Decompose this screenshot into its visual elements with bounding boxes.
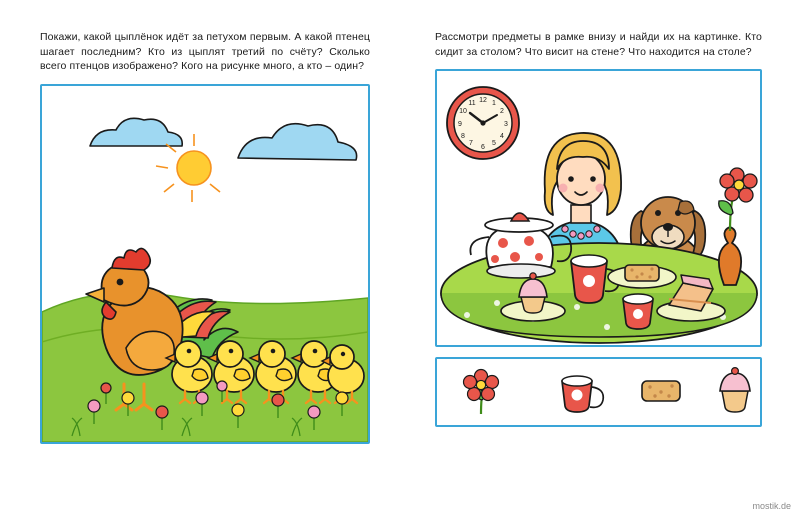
svg-text:12: 12 [479,97,487,104]
svg-text:2: 2 [500,108,504,115]
right-task-text: Рассмотри предметы в рамке внизу и найди их на картинке. Кто сидит за столом? Что висит на стене? Что находится на столе? [435,31,762,58]
left-column [40,30,370,444]
girl-dog-table-illustration [437,71,760,345]
mug-icon [623,294,653,329]
left-illustration-frame [40,84,370,444]
left-task-text: Покажи, какой цыплёнок идёт за петухом первым. А какой птенец шагает последним? Кто из цыплят третий по счёту? Сколько всего птенцов изображено? Кого на рисунке много, а кто – один? [40,31,370,72]
svg-text:7: 7 [469,140,473,147]
right-illustration-frame [435,69,762,347]
svg-text:8: 8 [461,133,465,140]
credit-watermark: mostik.de [752,501,791,511]
svg-text:9: 9 [458,121,462,128]
right-column [435,30,762,427]
cookie-plate-icon [608,265,676,288]
objects-reference-frame [435,357,762,427]
cookie-icon [642,381,680,401]
objects-strip [437,359,760,425]
svg-text:1: 1 [492,100,496,107]
rooster-and-chicks-illustration [42,86,368,442]
svg-text:11: 11 [468,100,476,107]
svg-text:6: 6 [481,144,485,151]
svg-text:10: 10 [459,108,467,115]
svg-text:5: 5 [492,140,496,147]
svg-text:3: 3 [504,121,508,128]
svg-text:4: 4 [500,133,504,140]
wall-clock-icon [447,87,519,159]
